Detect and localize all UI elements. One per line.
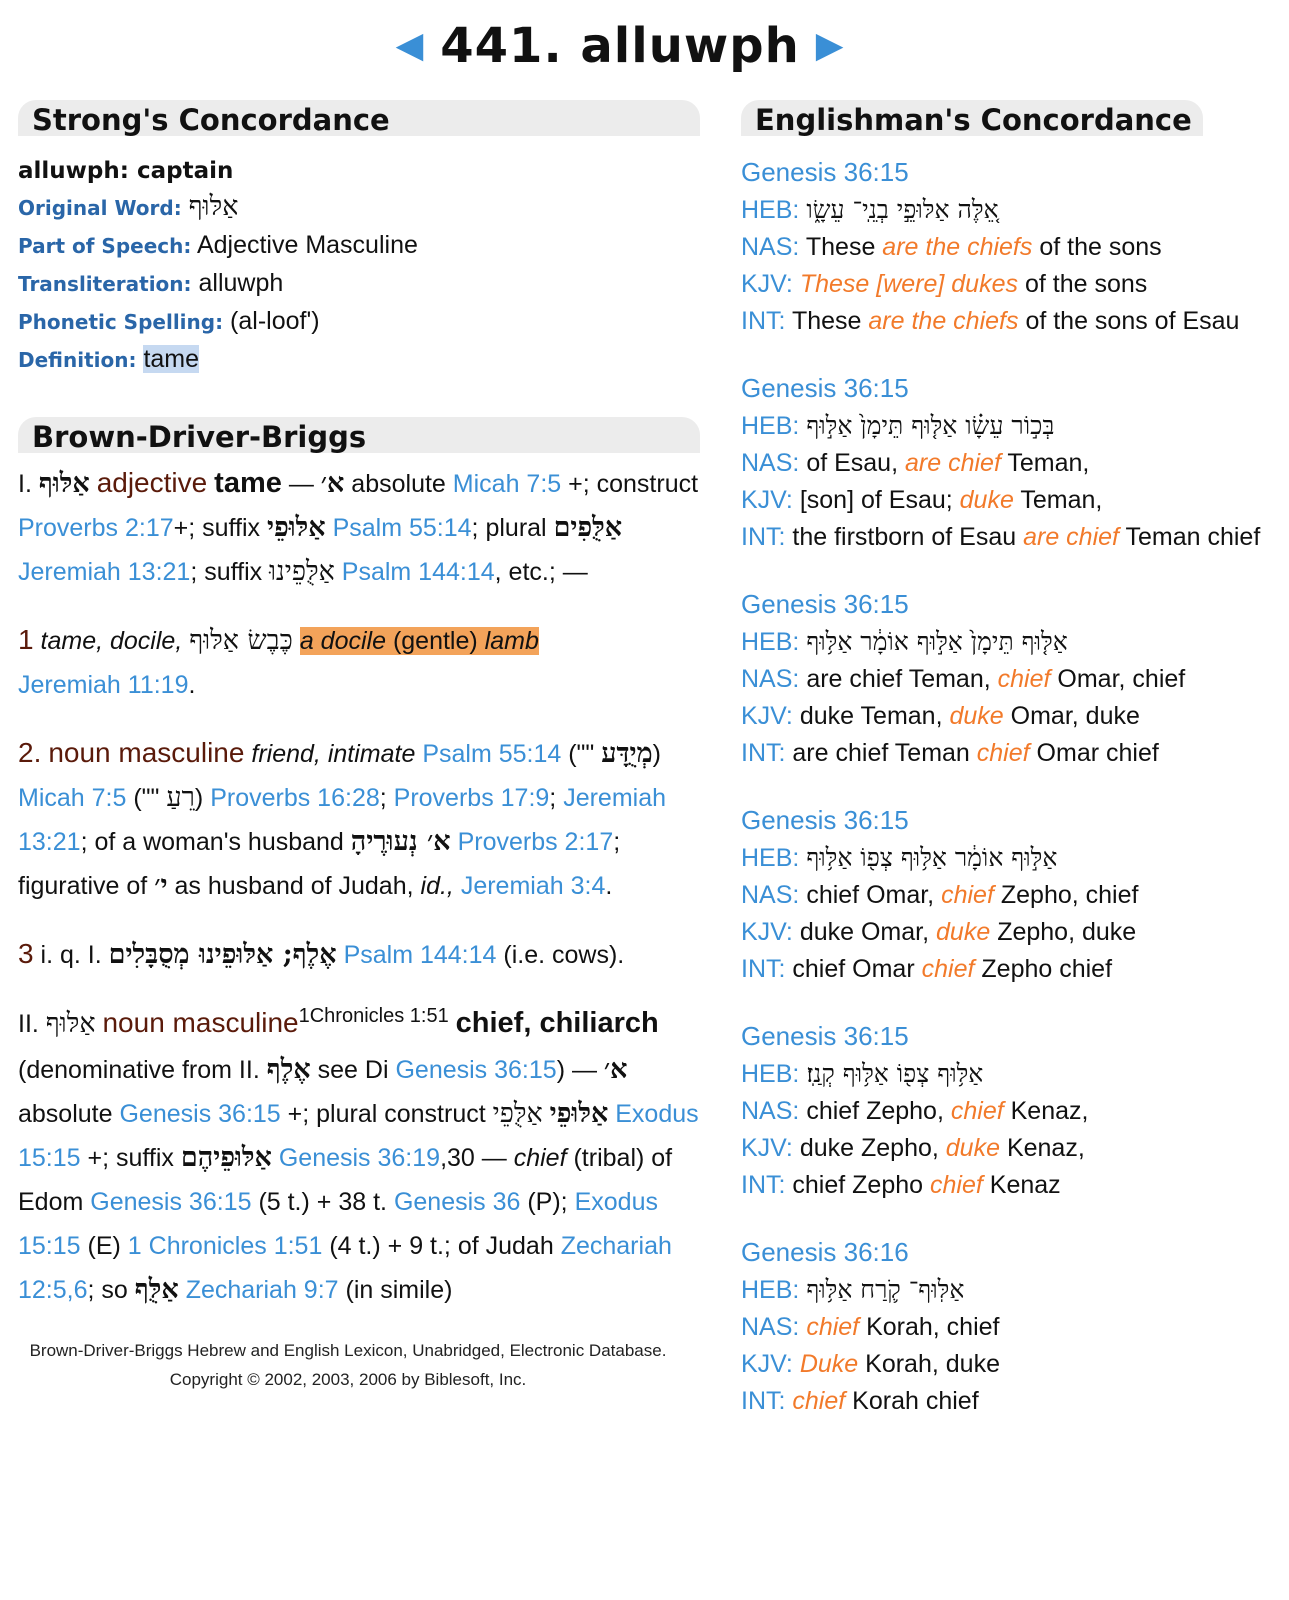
hebrew-word: אַלּוּפֵי: [549, 1098, 609, 1129]
highlight-text: are the chiefs: [882, 233, 1033, 261]
highlight-text: chief: [806, 1313, 860, 1341]
concordance-entry: [741, 586, 1261, 772]
text: ("": [568, 740, 595, 768]
bdb-paragraph-3: [18, 731, 700, 908]
hebrew-word: אַלּוּפֵי: [266, 512, 326, 543]
text: (P);: [527, 1188, 568, 1216]
text: plural: [485, 514, 547, 542]
verse-link[interactable]: Genesis 36:15: [741, 589, 909, 619]
concordance-entry: [741, 370, 1261, 556]
line-label: NAS:: [741, 1313, 800, 1341]
nas-line: [741, 1309, 1261, 1346]
scripture-link[interactable]: Exodus 15:15: [18, 1100, 699, 1172]
highlight-text: duke: [945, 1134, 1000, 1162]
text: chief: [513, 1144, 567, 1172]
hebrew-word: אַלּוּפֵיהֶם: [180, 1142, 272, 1173]
text: ;: [549, 784, 557, 812]
scripture-link[interactable]: Psalm 55:14: [422, 740, 562, 768]
part-of-speech: noun masculine: [102, 1007, 299, 1038]
scripture-link[interactable]: Proverbs 17:9: [393, 784, 550, 812]
line-label: INT:: [741, 739, 786, 767]
text: +; suffix: [173, 514, 261, 542]
text: , etc.; —: [494, 558, 588, 586]
scripture-link[interactable]: Exodus 15:15: [18, 1188, 658, 1260]
text: ) —: [556, 1056, 597, 1084]
scripture-link[interactable]: Proverbs 16:28: [210, 784, 380, 812]
line-label: INT:: [741, 1387, 786, 1415]
text: Kenaz,: [1010, 1097, 1089, 1125]
text: (i.e. cows).: [503, 941, 625, 969]
scripture-link[interactable]: Psalm 55:14: [332, 514, 472, 542]
text: These: [805, 233, 876, 261]
line-label: INT:: [741, 307, 786, 335]
text: ,30 —: [440, 1144, 507, 1172]
field-value-selected: tame: [143, 345, 200, 373]
text: ; suffix: [190, 558, 263, 586]
heb-line: [741, 407, 1261, 445]
bdb-paragraph-4: [18, 932, 700, 977]
text: (tribal) of Edom: [18, 1144, 673, 1216]
scripture-link[interactable]: Psalm 144:14: [341, 558, 495, 586]
text: ): [194, 784, 204, 812]
highlight-text: are the chiefs: [868, 307, 1019, 335]
nas-line: [741, 1093, 1261, 1130]
text: ; so: [87, 1276, 128, 1304]
line-label: KJV:: [741, 1134, 793, 1162]
scripture-link[interactable]: Zechariah 12:5,6: [18, 1232, 672, 1304]
kjv-line: [741, 1130, 1261, 1167]
concordance-entry: [741, 1234, 1261, 1420]
field-value: אַלּוּף: [188, 191, 239, 222]
highlight-text: duke: [949, 702, 1004, 730]
sense-number: 1: [18, 624, 34, 655]
text: Zepho, chief: [1000, 881, 1139, 909]
part-of-speech: noun masculine: [48, 737, 245, 768]
text: +; plural construct: [287, 1100, 486, 1128]
hebrew-word: א׳: [603, 1054, 628, 1085]
int-line: [741, 519, 1261, 556]
int-line: [741, 735, 1261, 772]
text: [son] of Esau;: [799, 486, 953, 514]
line-label: HEB:: [741, 196, 800, 224]
next-entry-arrow-icon[interactable]: ▶: [815, 24, 845, 66]
nas-line: [741, 877, 1261, 914]
text: chief Omar,: [806, 881, 935, 909]
hebrew-word: כֶּבֶשׂ אַלּוּף: [189, 625, 293, 656]
scripture-link[interactable]: Genesis 36:19: [278, 1144, 441, 1172]
field-transliteration: [18, 265, 700, 303]
hebrew-word: אֶלֶף; אַלּוּפֵינוּ מְסֻבָּלִים: [108, 939, 337, 970]
text: 38 t.: [338, 1188, 387, 1216]
strongs-section: [18, 154, 700, 379]
field-label: Phonetic Spelling:: [18, 310, 224, 334]
scripture-link[interactable]: Genesis 36: [393, 1188, 521, 1216]
text: lamb: [484, 627, 539, 655]
verse-link[interactable]: Genesis 36:15: [741, 1021, 909, 1051]
text: (4 t.) + 9 t.; of Judah: [329, 1232, 554, 1260]
line-label: NAS:: [741, 881, 800, 909]
text: (5 t.) +: [258, 1188, 332, 1216]
text: (denominative from II.: [18, 1056, 260, 1084]
hebrew-word: אַלֻּפֵי: [492, 1098, 543, 1129]
verse-link[interactable]: Genesis 36:15: [741, 373, 909, 403]
scripture-link[interactable]: Genesis 36:15: [395, 1056, 557, 1084]
line-label: INT:: [741, 523, 786, 551]
int-line: [741, 951, 1261, 988]
text: are chief Teman: [792, 739, 970, 767]
concordance-entry: [741, 154, 1261, 340]
highlight-text: Duke: [799, 1350, 859, 1378]
text: chief Zepho: [792, 1171, 924, 1199]
text: +; suffix: [87, 1144, 174, 1172]
text: are chief Teman,: [806, 665, 991, 693]
hebrew-word: רֵעַ: [166, 782, 195, 813]
text: Kenaz: [989, 1171, 1061, 1199]
text: duke Teman,: [799, 702, 943, 730]
bdb-section: [18, 461, 700, 1394]
gloss: friend, intimate: [251, 740, 416, 768]
line-label: KJV:: [741, 918, 793, 946]
hebrew-text: אַלּֽוּף־ קֹ֛רַח אַלּ֥וּף: [806, 1275, 965, 1304]
highlight-text: duke: [936, 918, 991, 946]
field-part-of-speech: [18, 227, 700, 265]
text: (in simile): [345, 1276, 453, 1304]
kjv-line: [741, 914, 1261, 951]
line-label: KJV:: [741, 702, 793, 730]
kjv-line: [741, 698, 1261, 735]
field-original-word: [18, 188, 700, 227]
scripture-link[interactable]: 1 Chronicles 1:51: [127, 1232, 323, 1260]
left-column: [18, 100, 700, 1394]
text: id.,: [420, 872, 454, 900]
concordance-entry: [741, 1018, 1261, 1204]
scripture-link[interactable]: Jeremiah 11:19: [18, 671, 189, 699]
line-label: HEB:: [741, 628, 800, 656]
text: These: [791, 307, 862, 335]
field-definition: [18, 341, 700, 379]
text: ): [652, 740, 661, 768]
line-label: HEB:: [741, 412, 800, 440]
kjv-line: [741, 1346, 1261, 1383]
text: +;: [568, 470, 590, 498]
text: .: [188, 671, 196, 699]
scripture-link[interactable]: Psalm 144:14: [343, 941, 497, 969]
text: duke Omar,: [799, 918, 930, 946]
prev-entry-arrow-icon[interactable]: ◀: [395, 24, 425, 66]
heb-line: [741, 191, 1261, 229]
text: Teman chief: [1125, 523, 1261, 551]
text: (gentle): [392, 627, 478, 655]
field-label: Original Word:: [18, 196, 182, 220]
hebrew-word: א׳: [320, 468, 345, 499]
scripture-link[interactable]: Genesis 36:15: [119, 1100, 281, 1128]
highlight-text: chief: [997, 665, 1051, 693]
nas-line: [741, 229, 1261, 266]
right-column: [741, 100, 1261, 1450]
text: see Di: [317, 1056, 389, 1084]
bdb-paragraph-5: [18, 1001, 700, 1312]
highlight-text: chief: [921, 955, 975, 983]
text: ; of a woman's husband: [80, 828, 344, 856]
heb-line: [741, 1271, 1261, 1309]
line-label: INT:: [741, 1171, 786, 1199]
hebrew-text: אַלּ֥וּף צְפ֖וֹ אַלּ֥וּף קְנַֽז׃: [806, 1059, 984, 1088]
highlight-text: chief: [950, 1097, 1004, 1125]
scripture-link[interactable]: Jeremiah 3:4: [460, 872, 606, 900]
text: of Esau,: [806, 449, 899, 477]
concordance-entry: [741, 802, 1261, 988]
text: Korah, duke: [865, 1350, 1000, 1378]
sense-number: 3: [18, 938, 34, 969]
hebrew-word: אַלּוּף: [45, 1008, 96, 1039]
gloss: tame: [214, 467, 282, 499]
hebrew-text: בְּכ֣וֹר עֵשָׂ֗ו אַלּ֤וּף תֵּימָן֙ אַלּ֣וּף: [806, 411, 1055, 440]
text: ;: [471, 514, 479, 542]
scripture-link[interactable]: Genesis 36:15: [90, 1188, 252, 1216]
field-phonetic-spelling: [18, 303, 700, 341]
line-label: NAS:: [741, 233, 800, 261]
gloss: tame, docile,: [40, 627, 183, 655]
hebrew-word: אַלּוּף: [38, 468, 90, 499]
line-label: HEB:: [741, 1060, 800, 1088]
text: Teman,: [1020, 486, 1103, 514]
hebrew-word: אֶלֶף: [266, 1054, 311, 1085]
text: duke Zepho,: [799, 1134, 939, 1162]
strongs-topline: alluwph: captain: [18, 158, 234, 184]
part-of-speech: adjective: [96, 467, 208, 498]
line-label: HEB:: [741, 844, 800, 872]
text: ; figurative of: [18, 828, 621, 900]
text: the firstborn of Esau: [792, 523, 1017, 551]
sense-number: 2.: [18, 737, 42, 768]
highlight-text: chief: [976, 739, 1030, 767]
text: Korah, chief: [866, 1313, 1000, 1341]
text: chief Zepho,: [806, 1097, 944, 1125]
text: ("": [133, 784, 160, 812]
gloss: chief, chiliarch: [455, 1007, 659, 1039]
scripture-link[interactable]: Zechariah 9:7: [185, 1276, 339, 1304]
text: .: [605, 872, 613, 900]
sense-number: I.: [18, 470, 32, 498]
bdb-heading: Brown-Driver-Briggs: [18, 417, 700, 453]
sense-number: II.: [18, 1010, 39, 1038]
verse-link[interactable]: Genesis 36:16: [741, 1237, 909, 1267]
text: Omar, duke: [1010, 702, 1140, 730]
kjv-line: [741, 482, 1261, 519]
text: absolute: [18, 1100, 113, 1128]
line-label: KJV:: [741, 486, 793, 514]
text: Teman,: [1007, 449, 1090, 477]
footer-line: Copyright © 2002, 2003, 2006 by Biblesoft, Inc.: [169, 1370, 527, 1389]
hebrew-text: אַלּ֤וּף תֵּימָן֙ אַלּ֣וּף אוֹמָ֔ר אַלּ֥וּף: [806, 627, 1068, 656]
englishman-heading: Englishman's Concordance: [741, 100, 1203, 136]
hebrew-word: מְיֻדָּע: [601, 738, 653, 769]
text: absolute: [351, 470, 446, 498]
text: (E): [87, 1232, 121, 1260]
int-line: [741, 1383, 1261, 1420]
line-label: KJV:: [741, 1350, 793, 1378]
hebrew-text: אֵ֚לֶּה אַלּוּפֵ֣י בְנֵֽי־ עֵשָׂ֑ו: [806, 195, 999, 224]
bdb-copyright-footer: [18, 1336, 678, 1394]
highlight-text: These [were] dukes: [799, 270, 1018, 298]
line-label: INT:: [741, 955, 786, 983]
highlight-text: chief: [941, 881, 994, 909]
verse-link[interactable]: Genesis 36:15: [741, 805, 909, 835]
scripture-link[interactable]: Micah 7:5: [452, 470, 562, 498]
text: Zepho chief: [981, 955, 1113, 983]
line-label: HEB:: [741, 1276, 800, 1304]
text: construct: [596, 470, 699, 498]
heb-line: [741, 623, 1261, 661]
verse-link[interactable]: Genesis 36:15: [741, 157, 909, 187]
scripture-link[interactable]: Proverbs 2:17: [18, 514, 174, 542]
highlight-text: are chief: [1023, 523, 1119, 551]
line-label: KJV:: [741, 270, 793, 298]
field-value: Adjective Masculine: [196, 231, 418, 259]
scripture-link[interactable]: Proverbs 2:17: [457, 828, 614, 856]
line-label: NAS:: [741, 449, 800, 477]
hebrew-word: אַלֻּף: [134, 1274, 179, 1305]
text: Omar chief: [1036, 739, 1159, 767]
int-line: [741, 303, 1261, 340]
field-value: (al-loof'): [230, 307, 320, 335]
hebrew-word: אַלֻּפֵינוּ: [269, 556, 335, 587]
scripture-link[interactable]: Jeremiah 13:21: [18, 558, 191, 586]
text: of the sons of Esau: [1025, 307, 1240, 335]
text: as husband of Judah,: [174, 872, 414, 900]
field-label: Definition:: [18, 348, 137, 372]
text: ;: [379, 784, 387, 812]
page-title: 441. alluwph: [440, 18, 800, 74]
text: Zepho, duke: [997, 918, 1137, 946]
footer-line: Brown-Driver-Briggs Hebrew and English Lexicon, Unabridged, Electronic Database.: [29, 1341, 667, 1360]
page-title-row: [0, 18, 1240, 74]
highlight-text: chief: [930, 1171, 983, 1199]
hebrew-text: אַלּ֣וּף אוֹמָ֔ר אַלּ֥וּף צְפ֖וֹ אַלּ֥וּף: [806, 843, 1058, 872]
text: Omar, chief: [1057, 665, 1186, 693]
concordance-entries: [741, 154, 1261, 1420]
bdb-paragraph-2: [18, 618, 700, 707]
scripture-link[interactable]: Micah 7:5: [18, 784, 127, 812]
heb-line: [741, 839, 1261, 877]
bdb-paragraph-1: [18, 461, 700, 594]
int-line: [741, 1167, 1261, 1204]
hebrew-word: י׳: [154, 870, 168, 901]
superscript-ref: 1Chronicles 1:51: [298, 1005, 449, 1027]
highlight-text: chief: [792, 1387, 846, 1415]
highlighted-phrase: [300, 627, 539, 655]
nas-line: [741, 445, 1261, 482]
nas-line: [741, 661, 1261, 698]
hebrew-word: א׳ נְעוּרֶיהָ: [350, 826, 451, 857]
field-label: Part of Speech:: [18, 234, 192, 258]
strongs-heading: Strong's Concordance: [18, 100, 700, 136]
heb-line: [741, 1055, 1261, 1093]
highlight-text: duke: [959, 486, 1014, 514]
field-value: alluwph: [198, 269, 284, 297]
text: Korah chief: [852, 1387, 979, 1415]
line-label: NAS:: [741, 665, 800, 693]
text: i. q. I.: [40, 941, 102, 969]
highlight-text: are chief: [905, 449, 1001, 477]
scripture-link[interactable]: Jeremiah 13:21: [18, 784, 667, 856]
text: of the sons: [1024, 270, 1148, 298]
text: a docile: [299, 627, 386, 655]
text: —: [288, 470, 314, 498]
hebrew-word: אַלֻּפִים: [553, 512, 623, 543]
text: chief Omar: [792, 955, 915, 983]
kjv-line: [741, 266, 1261, 303]
line-label: NAS:: [741, 1097, 800, 1125]
text: Kenaz,: [1006, 1134, 1085, 1162]
text: of the sons: [1039, 233, 1162, 261]
field-label: Transliteration:: [18, 272, 192, 296]
